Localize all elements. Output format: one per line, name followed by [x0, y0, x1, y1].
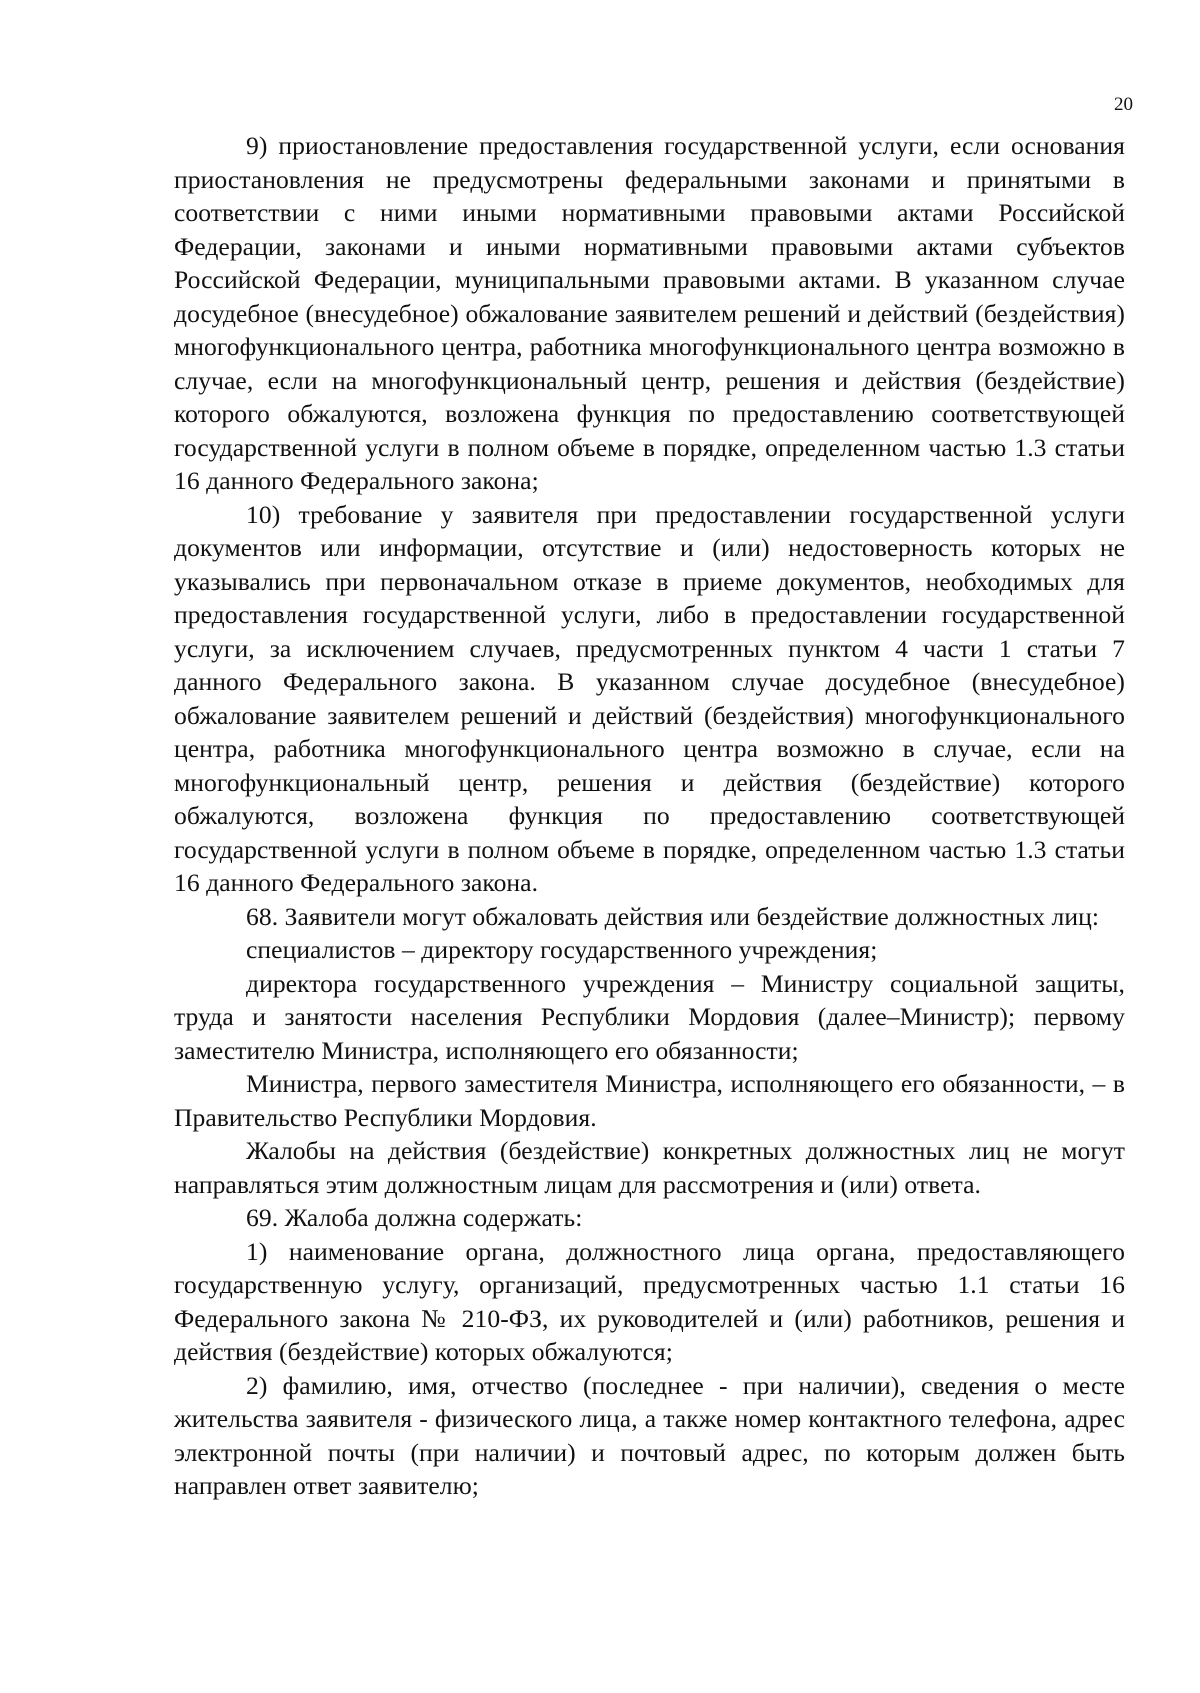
paragraph-requirement-1: 1) наименование органа, должностного лица органа, предоставляющего государственную услугу, организаций, предусмотренных частью 1.1 статьи 16 Федерального закона № 210-ФЗ, их руководителей и (или) работников, решения и действия (бездействие) которых обжалуются; — [174, 1236, 1125, 1366]
page-number: 20 — [1114, 94, 1133, 115]
document-body — [174, 129, 1125, 1503]
paragraph-clause-69: 69. Жалоба должна содержать: — [246, 1203, 583, 1232]
paragraph-item-9: 9) приостановление предоставления государственной услуги, если основания приостановления не предусмотрены федеральными законами и принятыми в соответствии с ними иными нормативными правовыми актами Российской Федерации, законами и иными нормативными правовыми актами субъектов Российской Федерации, муниципальными правовыми актами. В указанном случае досудебное (внесудебное) обжалование заявителем решений и действий (бездействия) многофункционального центра, работника многофункционального центра возможно в случае, если на многофункциональный центр, решения и действия (бездействие) которого обжалуются, возложена функция по предоставлению соответствующей государственной услуги в полном объеме в порядке, определенном частью 1.3 статьи 16 данного Федерального закона; — [174, 131, 1125, 495]
paragraph-director: директора государственного учреждения – Министру социальной защиты, труда и занятости населения Республики Мордовия (далее–Министр); первому заместителю Министра, исполняющего его обязанности; — [174, 968, 1125, 1065]
paragraph-specialists: специалистов – директору государственного учреждения; — [246, 935, 878, 964]
paragraph-requirement-2: 2) фамилию, имя, отчество (последнее - при наличии), сведения о месте жительства заявителя - физического лица, а также номер контактного телефона, адрес электронной почты (при наличии) и почтовый адрес, по которым должен быть направлен ответ заявителю; — [174, 1370, 1125, 1500]
paragraph-clause-68: 68. Заявители могут обжаловать действия или бездействие должностных лиц: — [246, 901, 1100, 931]
paragraph-item-10: 10) требование у заявителя при предоставлении государственной услуги документов или информации, отсутствие и (или) недостоверность которых не указывались при первоначальном отказе в приеме документов, необходимых для предоставления государственной услуги, либо в предоставлении государственной услуги, за исключением случаев, предусмотренных пунктом 4 части 1 статьи 7 данного Федерального закона. В указанном случае досудебное (внесудебное) обжалование заявителем решений и действий (бездействия) многофункционального центра, работника многофункционального центра возможно в случае, если на многофункциональный центр, решения и действия (бездействие) которого обжалуются, возложена функция по предоставлению соответствующей государственной услуги в полном объеме в порядке, определенном частью 1.3 статьи 16 данного Федерального закона. — [174, 499, 1125, 897]
paragraph-complaints-note: Жалобы на действия (бездействие) конкретных должностных лиц не могут направляться этим должностным лицам для рассмотрения и (или) ответа. — [174, 1136, 1125, 1199]
paragraph-minister: Министра, первого заместителя Министра, исполняющего его обязанности, – в Правительство Республики Мордовия. — [174, 1069, 1125, 1132]
